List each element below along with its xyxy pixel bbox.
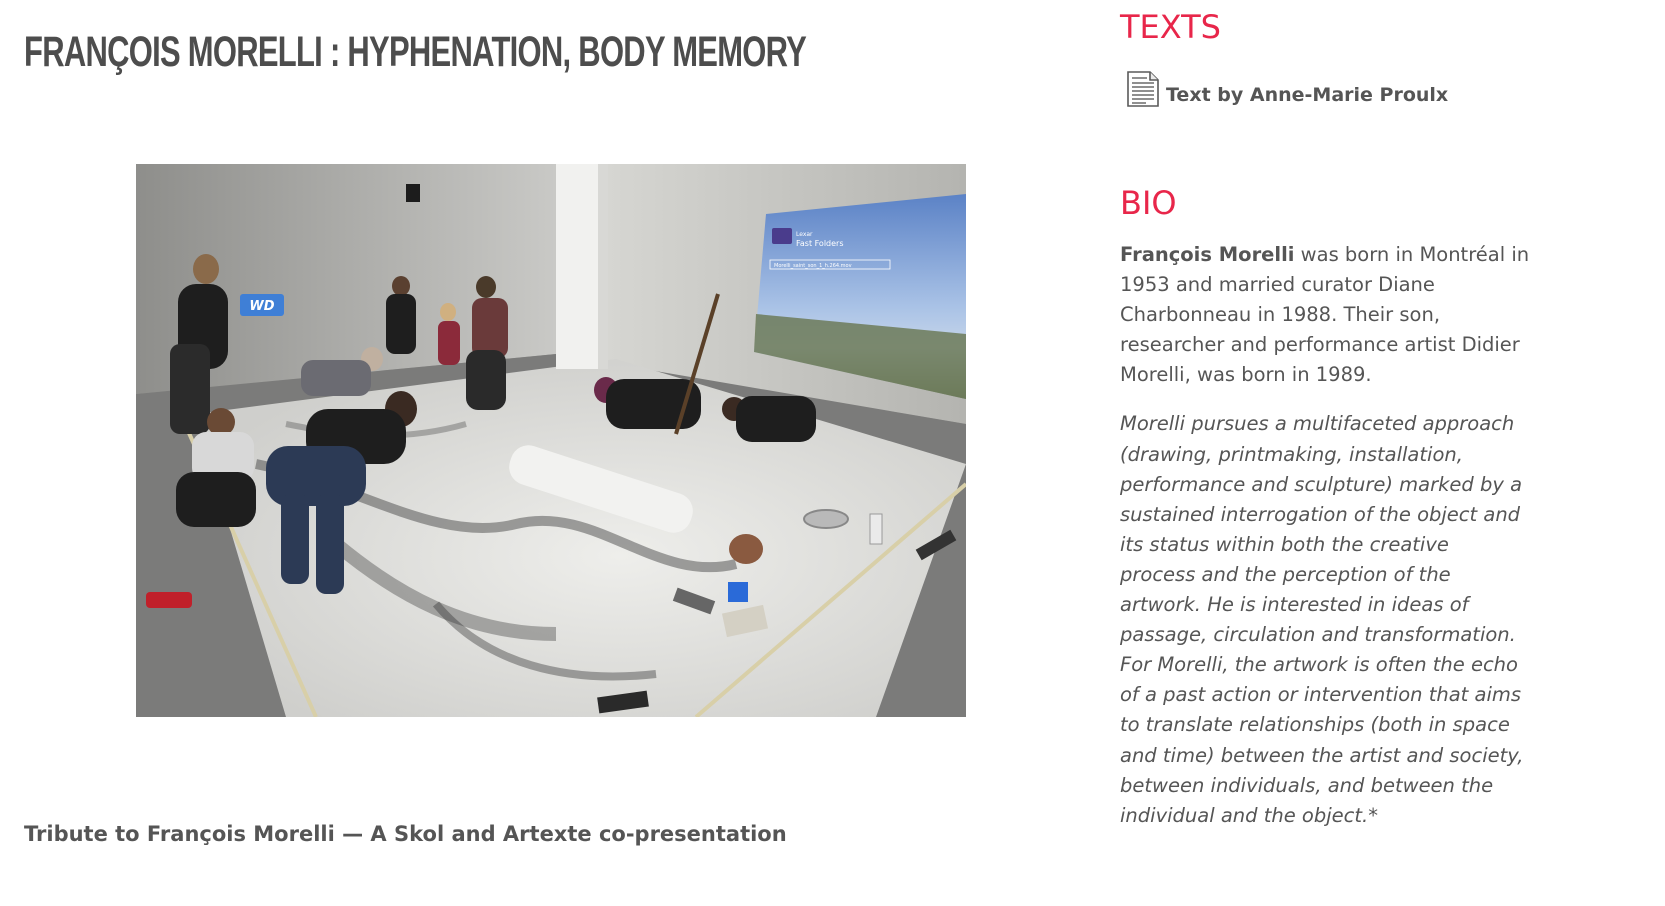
bio-paragraph-1-rest: was born in Montréal in 1953 and married curator Diane Charbonneau in 1988. Their son, researcher and performance artist Didier Morelli, was born in 1989. <box>1120 243 1530 387</box>
document-icon <box>1126 70 1160 108</box>
texts-heading: TEXTS <box>1120 8 1221 46</box>
artist-name: François Morelli <box>1120 243 1295 266</box>
exhibition-photo <box>136 164 966 717</box>
page-title: FRANÇOIS MORELLI : HYPHENATION, BODY MEMORY <box>24 28 807 76</box>
screen-line-1: Lexar <box>796 231 813 238</box>
screen-line-2: Fast Folders <box>796 239 844 248</box>
bio-heading: BIO <box>1120 184 1177 222</box>
screen-line-3: Morelli_saint_son_1_h.264.mov <box>774 263 852 269</box>
bio-paragraph-1 <box>1120 240 1530 390</box>
text-link-label[interactable]: Text by Anne-Marie Proulx <box>1166 84 1449 106</box>
bio-text <box>1120 240 1530 831</box>
bio-paragraph-2: Morelli pursues a multifaceted approach (drawing, printmaking, installation, performance and sculpture) marked by a sustained interrogation of the object and its status within both the creative process and the perception of the artwork. He is interested in ideas of passage, circulation and transformation. For Morelli, the artwork is often the echo of a past action or intervention that aims to translate relationships (both in space and time) between the artist and society, between individuals, and between the individual and the object.* <box>1120 412 1524 827</box>
photo-caption: Tribute to François Morelli — A Skol and Artexte co-presentation <box>24 822 787 846</box>
text-by-anne-marie-proulx-link[interactable] <box>1126 70 1448 108</box>
wd-badge: WD <box>249 299 275 314</box>
